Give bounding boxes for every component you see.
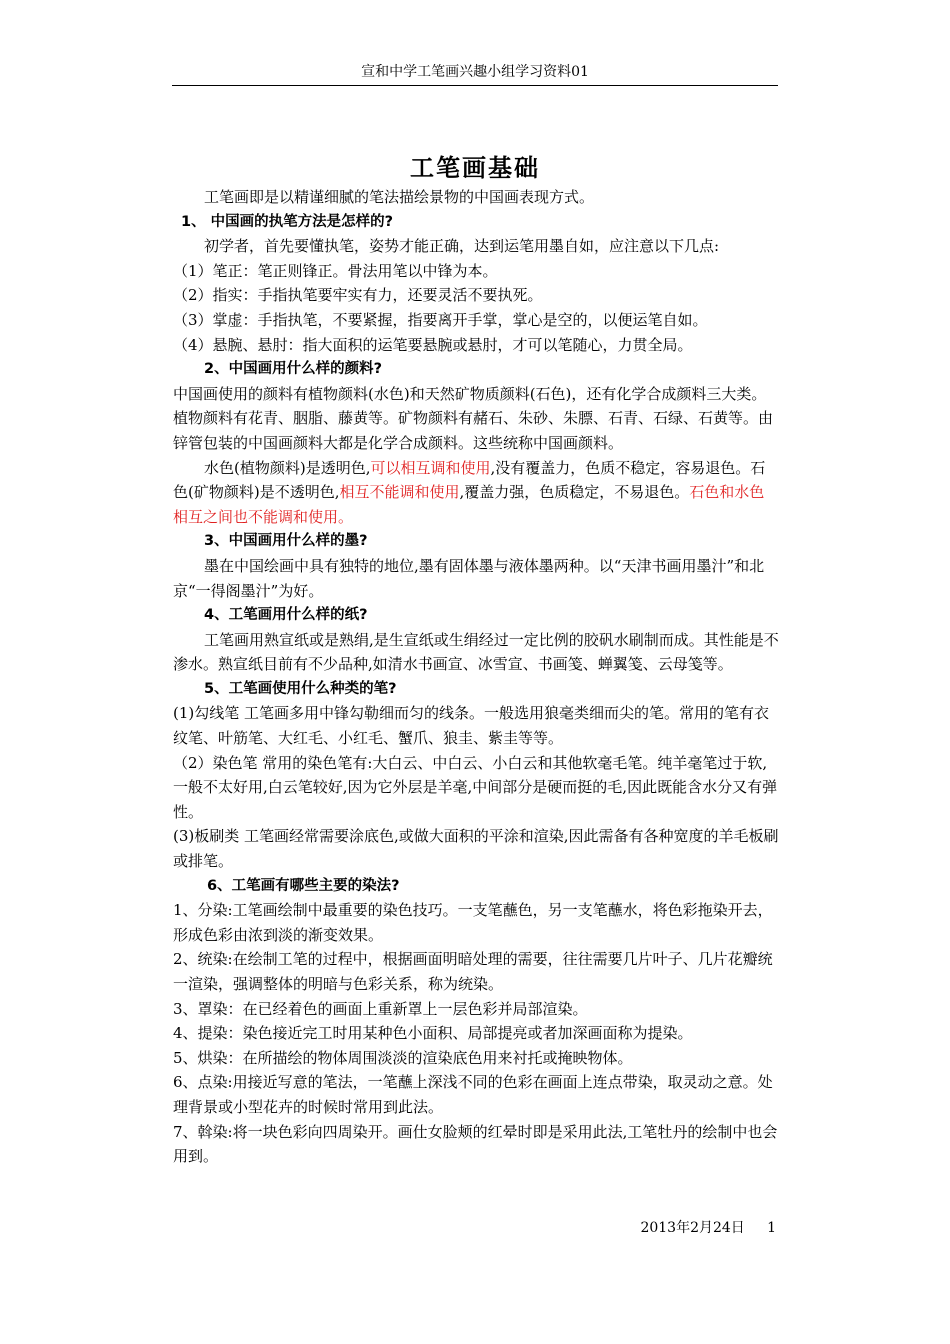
section-heading-1: 1、 中国画的执笔方法是怎样的?: [181, 213, 394, 230]
q6-item: 7、斡染:将一块色彩向四周染开。画仕女脸颊的红晕时即是采用此法,工笔牡丹的绘制中也会用到。: [173, 1122, 778, 1166]
q5-item: （2）染色笔 常用的染色笔有:大白云、中白云、小白云和其他软毫毛笔。纯羊毫笔过于软,一般不太好用,白云笔较好,因为它外层是羊毫,中间部分是硬而挺的毛,因此既能含水分又有弹性。: [173, 753, 778, 821]
document-title: 工笔画基础: [410, 154, 540, 182]
header-rule: [172, 85, 778, 86]
q3-paragraph: 墨在中国绘画中具有独特的地位,墨有固体墨与液体墨两种。以“天津书画用墨汁”和北京“一得阁墨汁”为好。: [173, 556, 765, 600]
q1-item: （1）笔正：笔正则锋正。骨法用笔以中锋为本。: [173, 261, 498, 280]
section-heading-4: 4、工笔画用什么样的纸?: [204, 607, 368, 624]
q2-paragraph-1: 中国画使用的颜料有植物颜料(水色)和天然矿物质颜料(石色)，还有化学合成颜料三大类。植物颜料有花青、胭脂、藤黄等。矿物颜料有赭石、朱砂、朱膘、石青、石绿、石黄等。由锌管包装的中国画颜料大都是化学合成颜料。这些统称中国画颜料。: [173, 384, 774, 452]
section-heading-5: 5、工笔画使用什么种类的笔?: [204, 680, 397, 697]
q1-intro: 初学者，首先要懂执笔，姿势才能正确，达到运笔用墨自如，应注意以下几点:: [204, 237, 720, 256]
q2-text: 水色(植物颜料)是透明色,: [204, 458, 371, 477]
page-footer: [640, 1218, 776, 1238]
q2-text: ,没有覆盖力，色质不稳定，容易退色。石色(矿物颜料)是不透明色,: [173, 458, 766, 502]
footer-date: 2013年2月24日: [640, 1220, 745, 1236]
document-body: [173, 185, 779, 1169]
section-heading-6: 6、工笔画有哪些主要的染法?: [207, 877, 400, 894]
section-heading-3: 3、中国画用什么样的墨?: [204, 533, 368, 550]
q6-item: 6、点染:用接近写意的笔法，一笔蘸上深浅不同的色彩在画面上连点带染，取灵动之意。处理背景或小型花卉的时候时常用到此法。: [173, 1073, 773, 1116]
q1-item: （4）悬腕、悬肘：指大面积的运笔要悬腕或悬肘，才可以笔随心，力贯全局。: [173, 335, 693, 354]
q4-paragraph: 工笔画用熟宣纸或是熟绢,是生宣纸或生绢经过一定比例的胶矾水刷制而成。其性能是不渗水。熟宣纸目前有不少品种,如清水书画宣、冰雪宣、书画笺、蝉翼笺、云母笺等。: [173, 630, 779, 674]
q6-item: 3、罩染：在已经着色的画面上重新罩上一层色彩并局部渲染。: [173, 999, 588, 1018]
q2-emphasis: 石色和水色相互之间也不能调和使用。: [173, 483, 765, 526]
section-heading-2: 2、中国画用什么样的颜料?: [204, 361, 382, 378]
q6-item: 5、烘染：在所描绘的物体周围淡淡的渲染底色用来衬托或掩映物体。: [173, 1048, 633, 1067]
q1-item: （3）掌虚：手指执笔，不要紧握，指要离开手掌，掌心是空的，以便运笔自如。: [173, 310, 708, 329]
intro-paragraph: 工笔画即是以精谨细腻的笔法描绘景物的中国画表现方式。: [204, 188, 595, 206]
q6-item: 4、提染：染色接近完工时用某种色小面积、局部提亮或者加深画面称为提染。: [173, 1024, 693, 1043]
q5-item: (3)板刷类 工笔画经常需要涂底色,或做大面积的平涂和渲染,因此需备有各种宽度的羊毛板刷或排笔。: [173, 827, 779, 871]
q2-text: ,覆盖力强，色质稳定，不易退色。: [459, 483, 690, 502]
q1-item: （2）指实：手指执笔要牢实有力，还要灵活不要执死。: [173, 286, 543, 305]
page-number: 1: [767, 1220, 776, 1236]
q5-item: (1)勾线笔 工笔画多用中锋勾勒细而匀的线条。一般选用狼毫类细而尖的笔。常用的笔有衣纹笔、叶筋笔、大红毛、小红毛、蟹爪、狼圭、紫圭等等。: [173, 704, 770, 748]
q2-paragraph-2: [173, 456, 779, 530]
page-header: 宣和中学工笔画兴趣小组学习资料01: [361, 64, 589, 80]
q2-emphasis: 相互不能调和使用: [339, 483, 460, 502]
q2-emphasis: 可以相互调和使用: [370, 458, 491, 477]
q6-item: 2、统染:在绘制工笔的过程中，根据画面明暗处理的需要，往往需要几片叶子、几片花瓣统一渲染，强调整体的明暗与色彩关系，称为统染。: [173, 950, 773, 993]
q6-item: 1、分染:工笔画绘制中最重要的染色技巧。一支笔蘸色，另一支笔蘸水，将色彩拖染开去，形成色彩由浓到淡的渐变效果。: [173, 901, 773, 944]
